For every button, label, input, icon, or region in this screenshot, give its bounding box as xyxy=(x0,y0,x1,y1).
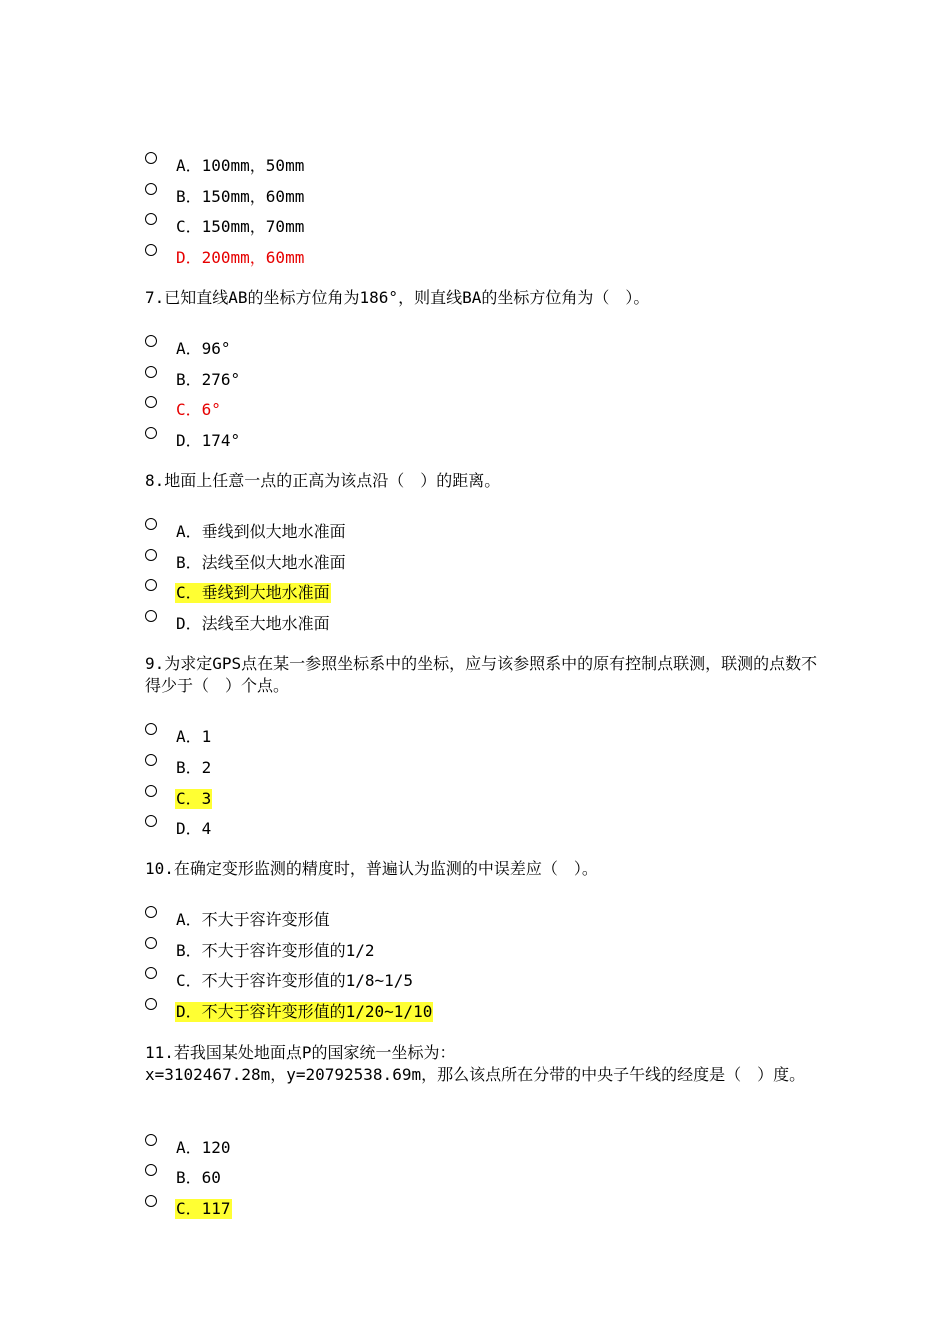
q8-option-a[interactable] xyxy=(145,522,347,546)
option-label: C．不大于容许变形值的1/8~1/5 xyxy=(176,971,414,990)
question-9-text: 9.为求定GPS点在某一参照坐标系中的坐标，应与该参照系中的原有控制点联测，联测的点数不得少于（ ）个点。 xyxy=(145,654,818,695)
option-label: B．150mm，60mm xyxy=(176,187,305,206)
option-label: A．垂线到似大地水准面 xyxy=(176,522,346,541)
option-label: A．96° xyxy=(176,339,231,358)
option-label: A．不大于容许变形值 xyxy=(176,910,330,929)
radio-icon[interactable] xyxy=(145,967,157,979)
option-label: D．法线至大地水准面 xyxy=(176,614,330,633)
q10-option-b[interactable] xyxy=(145,941,376,965)
radio-icon[interactable] xyxy=(145,549,157,561)
q10-option-a[interactable] xyxy=(145,910,331,934)
option-label-answer: C．垂线到大地水准面 xyxy=(176,583,330,602)
q6-option-c[interactable] xyxy=(145,217,305,241)
question-10-text: 10.在确定变形监测的精度时，普遍认为监测的中误差应（ ）。 xyxy=(145,859,598,878)
option-label-answer: C．6° xyxy=(176,400,221,419)
question-11-text: 11.若我国某处地面点P的国家统一坐标为： x=3102467.28m，y=20792538.69m，那么该点所在分带的中央子午线的经度是（ ）度。 xyxy=(145,1043,806,1084)
radio-icon[interactable] xyxy=(145,244,157,256)
radio-icon[interactable] xyxy=(145,152,157,164)
option-label: B．276° xyxy=(176,370,241,389)
option-label: B．60 xyxy=(176,1168,221,1187)
q11-option-a[interactable] xyxy=(145,1138,232,1162)
option-label: C．150mm，70mm xyxy=(176,217,305,236)
q7-option-d[interactable] xyxy=(145,431,241,455)
question-8-text: 8.地面上任意一点的正高为该点沿（ ）的距离。 xyxy=(145,471,501,490)
q11-option-b[interactable] xyxy=(145,1168,222,1192)
radio-icon[interactable] xyxy=(145,1164,157,1176)
radio-icon[interactable] xyxy=(145,579,157,591)
q9-option-c[interactable] xyxy=(145,789,212,813)
radio-icon[interactable] xyxy=(145,1134,157,1146)
q8-option-b[interactable] xyxy=(145,553,347,577)
q9-option-d[interactable] xyxy=(145,819,212,843)
option-label: D．4 xyxy=(176,819,212,838)
option-label-answer: C．3 xyxy=(176,789,212,808)
q11-option-c[interactable] xyxy=(145,1199,232,1223)
option-label: B．不大于容许变形值的1/2 xyxy=(176,941,375,960)
option-label-answer: D．不大于容许变形值的1/20~1/10 xyxy=(176,1002,433,1021)
radio-icon[interactable] xyxy=(145,518,157,530)
radio-icon[interactable] xyxy=(145,183,157,195)
radio-icon[interactable] xyxy=(145,610,157,622)
option-label: A．120 xyxy=(176,1138,231,1157)
q9-option-a[interactable] xyxy=(145,727,212,751)
radio-icon[interactable] xyxy=(145,723,157,735)
radio-icon[interactable] xyxy=(145,937,157,949)
radio-icon[interactable] xyxy=(145,998,157,1010)
radio-icon[interactable] xyxy=(145,1195,157,1207)
option-label-answer: D．200mm，60mm xyxy=(176,248,305,267)
q8-option-d[interactable] xyxy=(145,614,331,638)
option-label: D．174° xyxy=(176,431,241,450)
option-label: A．1 xyxy=(176,727,212,746)
radio-icon[interactable] xyxy=(145,366,157,378)
radio-icon[interactable] xyxy=(145,396,157,408)
radio-icon[interactable] xyxy=(145,815,157,827)
radio-icon[interactable] xyxy=(145,213,157,225)
q6-option-b[interactable] xyxy=(145,187,305,211)
q9-option-b[interactable] xyxy=(145,758,212,782)
radio-icon[interactable] xyxy=(145,335,157,347)
radio-icon[interactable] xyxy=(145,427,157,439)
q8-option-c[interactable] xyxy=(145,583,331,607)
option-label: A．100mm，50mm xyxy=(176,156,305,175)
question-7-text: 7.已知直线AB的坐标方位角为186°，则直线BA的坐标方位角为（ ）。 xyxy=(145,288,650,307)
option-label: B．法线至似大地水准面 xyxy=(176,553,346,572)
radio-icon[interactable] xyxy=(145,906,157,918)
option-label: B．2 xyxy=(176,758,212,777)
q7-option-c[interactable] xyxy=(145,400,222,424)
option-label-answer: C．117 xyxy=(176,1199,231,1218)
radio-icon[interactable] xyxy=(145,785,157,797)
q7-option-b[interactable] xyxy=(145,370,241,394)
q6-option-a[interactable] xyxy=(145,156,305,180)
q10-option-d[interactable] xyxy=(145,1002,433,1026)
q10-option-c[interactable] xyxy=(145,971,414,995)
radio-icon[interactable] xyxy=(145,754,157,766)
q7-option-a[interactable] xyxy=(145,339,232,363)
q6-option-d[interactable] xyxy=(145,248,305,272)
